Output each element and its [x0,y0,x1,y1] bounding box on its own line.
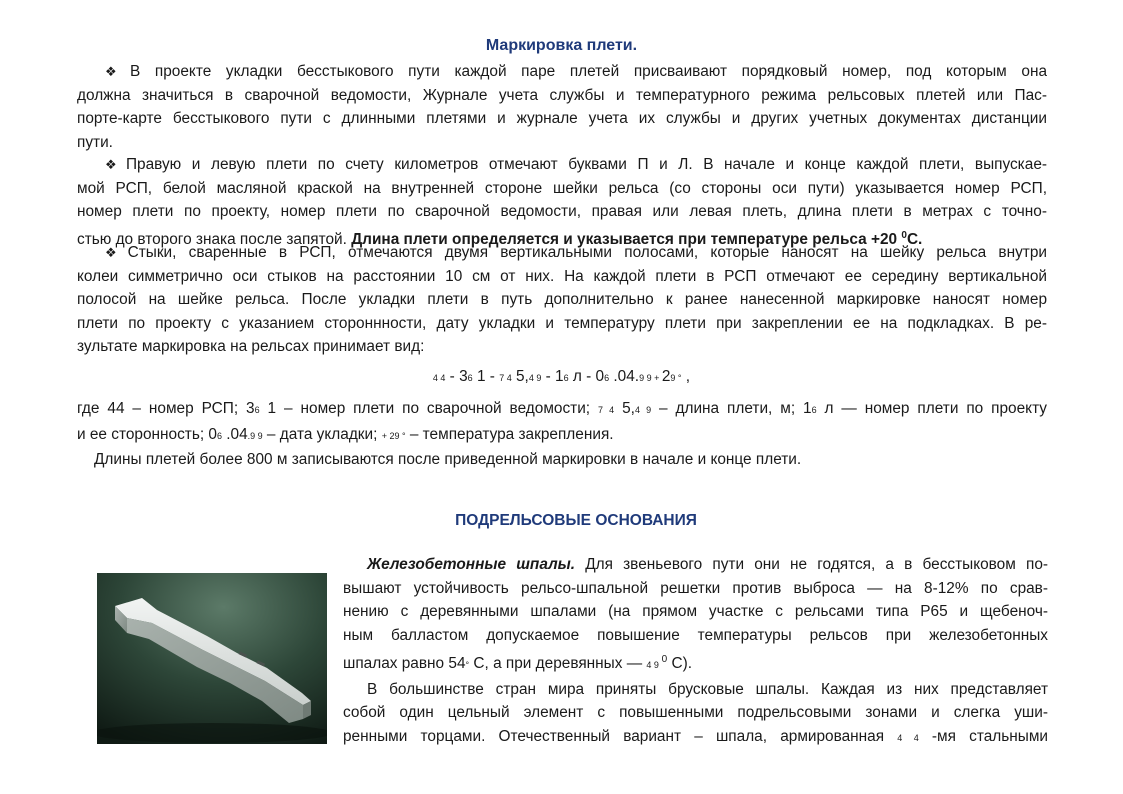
diamond-bullet-icon: ❖ [105,64,128,79]
formula-explanation: где 44 – номер РСП; 36 1 – номер плети по сварочной ведомости; 7 4 5,4 9 – длина плети, м; 16 л — номер плети по проекту и ее сторонность; 06 .04.9 9 – дата укладки; + 29 ° – температура закрепления. Длины плетей более 800 м записываются после приведенной маркировки в начале и конце плети. [77,400,1047,468]
marking-formula: 4 4 - 36 1 - 7 4 5,4 9 - 16 л - 06 .04.9 9 + 29 ° , [432,368,691,385]
section-title-subrail: ПОДРЕЛЬСОВЫЕ ОСНОВАНИЯ [455,512,697,529]
paragraph-2: ❖ Правую и левую плети по счету километров отмечают буквами П и Л. В начале и конце каждой плети, выпускае- мой РСП, белой масляной краской на внутренней стороне шейки рельса (со стороны оси пути) указывается номер РСП, номер плети по проекту, номер плети по сварочной ведомости, правая или левая плеть, длина плети в метрах с точно- стью до второго знака после запятой. Длина плети определяется и указывается при температуре рельса +20 $^0$С. [77,156,1047,248]
paragraph-sleepers: Железобетонные шпалы. Для звеньевого пути они не годятся, а в бесстыковом по- вышают устойчивость рельсо-шпальной решетки против выброса — на 8-12% по срав- нению с деревянными шпалами (на прямом участке с рельсами типа Р65 и щебеноч- ным балластом допускаемое повышение температуры рельсов при железобетонных шпалах равно 54° С, а при деревянных — 4 9 $^0$ С). В большинстве стран мира приняты брусковые шпалы. Каждая из них представляет собой один цельный элемент с повышенными подрельсовыми зонами и слегка уши- ренными торцами. Отечественный вариант – шпала, армированная 4 4 -мя стальными [343,556,1048,746]
paragraph-1: ❖ В проекте укладки бесстыкового пути каждой паре плетей присваивают порядковый номер, под которым она должна значиться в сварочной ведомости, Журнале учета службы и температурного режима рельсовых плетей или Пас- порте-карте бесстыкового пути с длинными плетями и журнале учета их службы и других учетных документах дистанции пути. [77,63,1047,151]
bold-italic-term: Железобетонные шпалы. [367,556,576,573]
paragraph-3: ❖ Стыки, сваренные в РСП, отмечаются двумя вертикальными полосами, которые наносят на шейку рельса внутри колеи симметрично оси стыков на расстоянии 10 см от них. На каждой плети в РСП отмечают ее середину вертикальной полосой на шейке рельса. После укладки плети в путь дополнительно к ранее нанесенной маркировке наносят номер плети по проекту с указанием стороннности, дату укладки и температуру плети при закреплении ее на подкладках. В ре- зультате маркировка на рельсах принимает вид: [77,244,1047,355]
section-title-marking: Маркировка плети. [485,37,638,54]
diamond-bullet-icon: ❖ [105,157,123,172]
diamond-bullet-icon: ❖ [105,245,125,260]
concrete-sleeper-image [97,573,327,744]
bold-emphasis: Длина плети определяется и указывается при температуре рельса +20 [351,230,902,248]
